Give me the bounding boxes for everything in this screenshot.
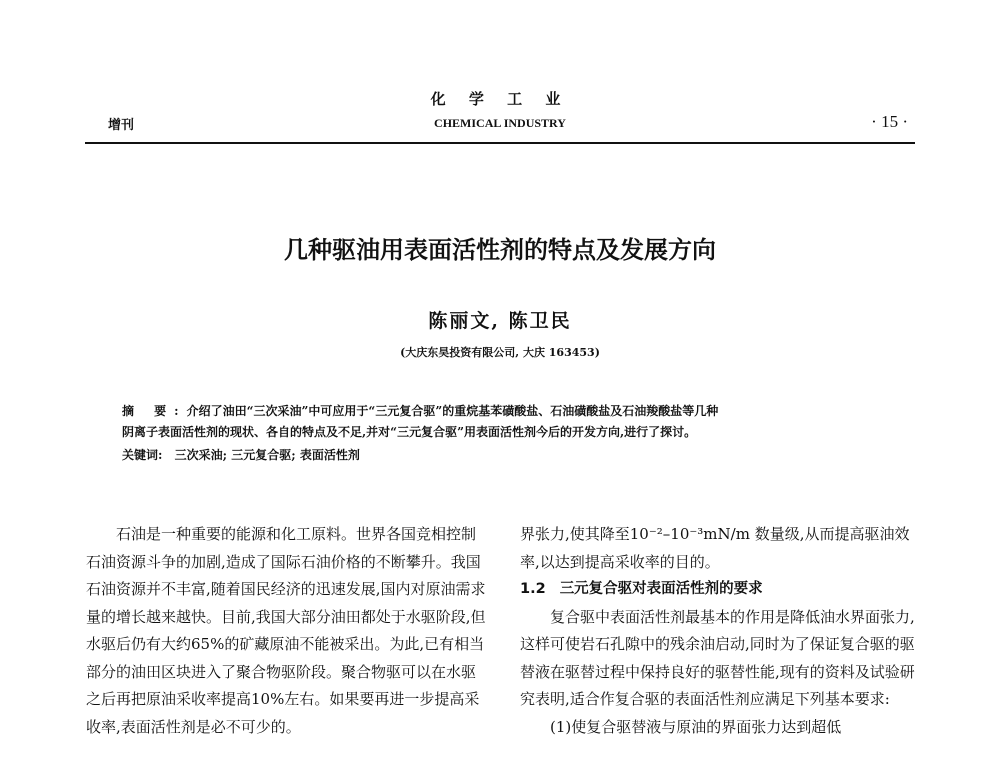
section-title: 三元复合驱对表面活性剂的要求	[559, 581, 763, 597]
abstract	[122, 401, 882, 443]
article-title: 几种驱油用表面活性剂的特点及发展方向	[284, 236, 716, 264]
abstract-label: 摘 要:	[122, 404, 187, 418]
journal-title-cn: 化 学 工 业	[430, 90, 570, 108]
journal-title-en: CHEMICAL INDUSTRY	[434, 116, 566, 130]
keywords-text: 三次采油; 三元复合驱; 表面活性剂	[174, 448, 360, 462]
section-heading	[520, 576, 920, 604]
abstract-text-line1: 介绍了油田“三次采油”中可应用于“三元复合驱”的重烷基苯磺酸盐、石油磺酸盐及石油羧酸盐等几种	[186, 404, 719, 418]
supplement-label: 增刊	[108, 118, 135, 133]
body-paragraph: 石油是一种重要的能源和化工原料。世界各国竞相控制石油资源斗争的加剧,造成了国际石油价格的不断攀升。我国石油资源并不丰富,随着国民经济的迅速发展,国内对原油需求量的增长越来越快。目前,我国大部分油田都处于水驱阶段,但水驱后仍有大约65%的矿藏原油不能被采出。为此,已有相当部分的油田区块进入了聚合物驱阶段。聚合物驱可以在水驱之后再把原油采收率提高10%左右。如果要再进一步提高采收率,表面活性剂是必不可少的。	[86, 525, 486, 736]
header-rule	[85, 142, 915, 144]
body-column-left	[86, 521, 486, 741]
keywords-label: 关键词:	[122, 448, 163, 462]
page-number: · 15 ·	[871, 112, 908, 131]
body-paragraph: (1)使复合驱替液与原油的界面张力达到超低	[550, 717, 842, 736]
body-column-right	[520, 521, 920, 741]
authors: 陈丽文, 陈卫民	[428, 310, 572, 332]
body-paragraph: 复合驱中表面活性剂最基本的作用是降低油水界面张力,这样可使岩石孔隙中的残余油启动,同时为了保证复合驱的驱替液在驱替过程中保持良好的驱替性能,现有的资料及试验研究表明,适合作复合驱的表面活性剂应满足下列基本要求:	[520, 607, 915, 708]
affiliation: (大庆东昊投资有限公司, 大庆 163453)	[400, 346, 600, 359]
abstract-text-line2: 阴离子表面活性剂的现状、各自的特点及不足,并对“三元复合驱”用表面活性剂今后的开发方向,进行了探讨。	[122, 425, 697, 439]
section-number: 1.2	[520, 581, 546, 597]
keywords	[122, 446, 360, 463]
body-paragraph: 界张力,使其降至10⁻²–10⁻³mN/m 数量级,从而提高驱油效率,以达到提高采收率的目的。	[520, 525, 910, 571]
